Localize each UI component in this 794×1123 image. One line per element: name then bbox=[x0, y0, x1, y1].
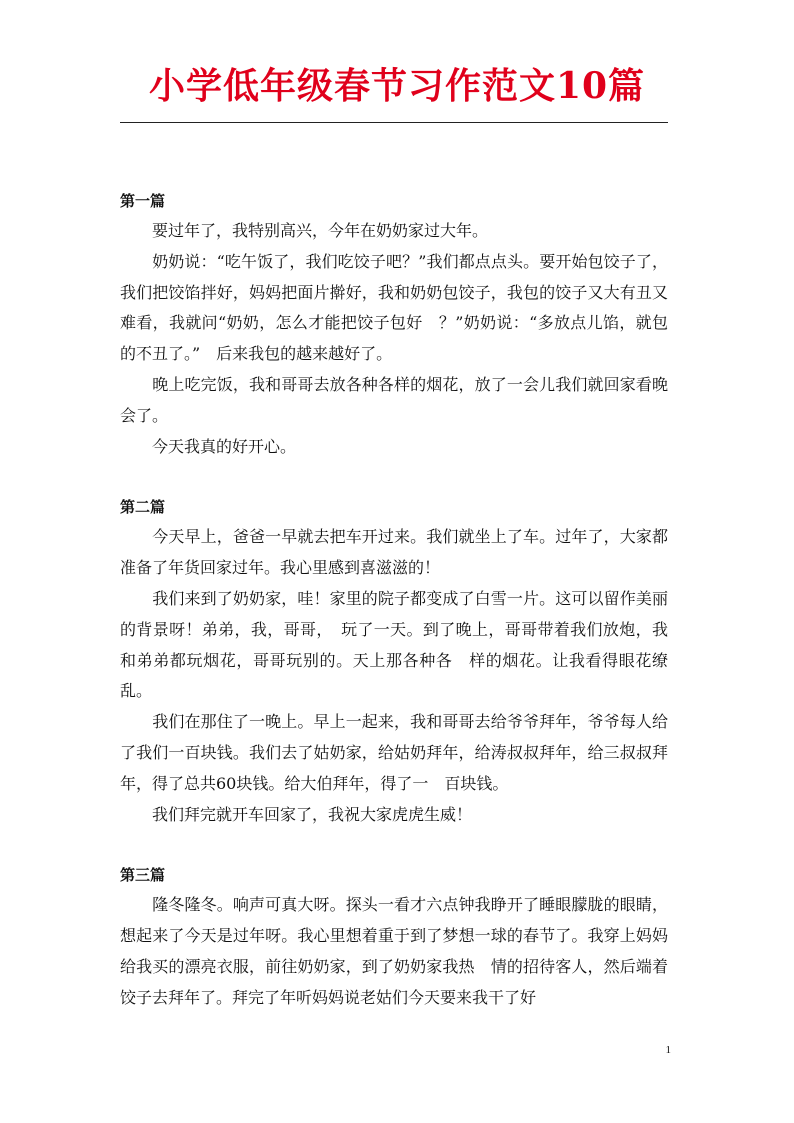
section-1 bbox=[120, 186, 668, 462]
section-2 bbox=[120, 492, 685, 830]
paragraph: 我们拜完就开车回家了，我祝大家虎虎生威！ bbox=[120, 804, 473, 824]
paragraph: 我们在那住了一晚上。早上一起来，我和哥哥去给爷爷拜年，爷爷每人给 了我们一百块钱。我们去了姑奶家，给姑奶拜年，给涛叔叔拜年，给三叔叔拜年，得了总共60块钱。给大伯拜年，得了一 百块钱。 bbox=[120, 712, 685, 793]
paragraph: 今天早上，爸爸一早就去把车开过来。我们就坐上了车。过年了，大家都准备了年货回家过年。我心里感到喜滋滋的！ bbox=[120, 527, 668, 578]
paragraph: 隆冬隆冬。响声可真大呀。探头一看才六点钟我睁开了睡眼朦胧的眼睛，想起来了今天是过年呀。我心里想着重于到了梦想一球的春节了。我穿上妈妈给我买的漂亮衣服，前往奶奶家，到了奶奶家我热 情的招待客人，然后端着饺子去拜年了。拜完了年听妈妈说老姑们今天要来我干了好 bbox=[120, 895, 668, 1007]
section-3 bbox=[120, 860, 668, 1013]
paragraph: 要过年了，我特别高兴，今年在奶奶家过大年。 bbox=[120, 221, 489, 240]
paragraph: 今天我真的好开心。 bbox=[120, 436, 297, 456]
section-spacer bbox=[120, 462, 668, 492]
paragraph: 晚上吃完饭，我和哥哥去放各种各样的烟花，放了一会儿我们就回家看晚会了。 bbox=[120, 374, 668, 425]
section-heading: 第二篇 bbox=[120, 498, 166, 517]
page-number: 1 bbox=[665, 1044, 671, 1056]
document-body bbox=[120, 186, 685, 1014]
section-spacer bbox=[120, 830, 668, 860]
title-underline bbox=[120, 122, 668, 123]
section-heading: 第三篇 bbox=[120, 866, 166, 885]
paragraph: 我们来到了奶奶家，哇！家里的院子都变成了白雪一片。这可以留作美丽的背景呀！弟弟，我，哥哥， 玩了一天。到了晚上，哥哥带着我们放炮，我和弟弟都玩烟花，哥哥玩别的。天上那各种各 样的烟花。让我看得眼花缭乱。 bbox=[120, 588, 668, 701]
document-title: 小学低年级春节习作范文10篇 bbox=[148, 65, 646, 107]
section-heading: 第一篇 bbox=[120, 192, 166, 210]
paragraph: 奶奶说：“吃午饭了，我们吃饺子吧？”我们都点点头。要开始包饺子了，我们把饺馅拌好，妈妈把面片擀好，我和奶奶包饺子，我包的饺子又大有丑又难看，我就问“奶奶，怎么才能把饺子包好 ？”奶奶说：“多放点儿馅，就包的不丑了。” 后来我包的越来越好了。 bbox=[120, 251, 668, 364]
